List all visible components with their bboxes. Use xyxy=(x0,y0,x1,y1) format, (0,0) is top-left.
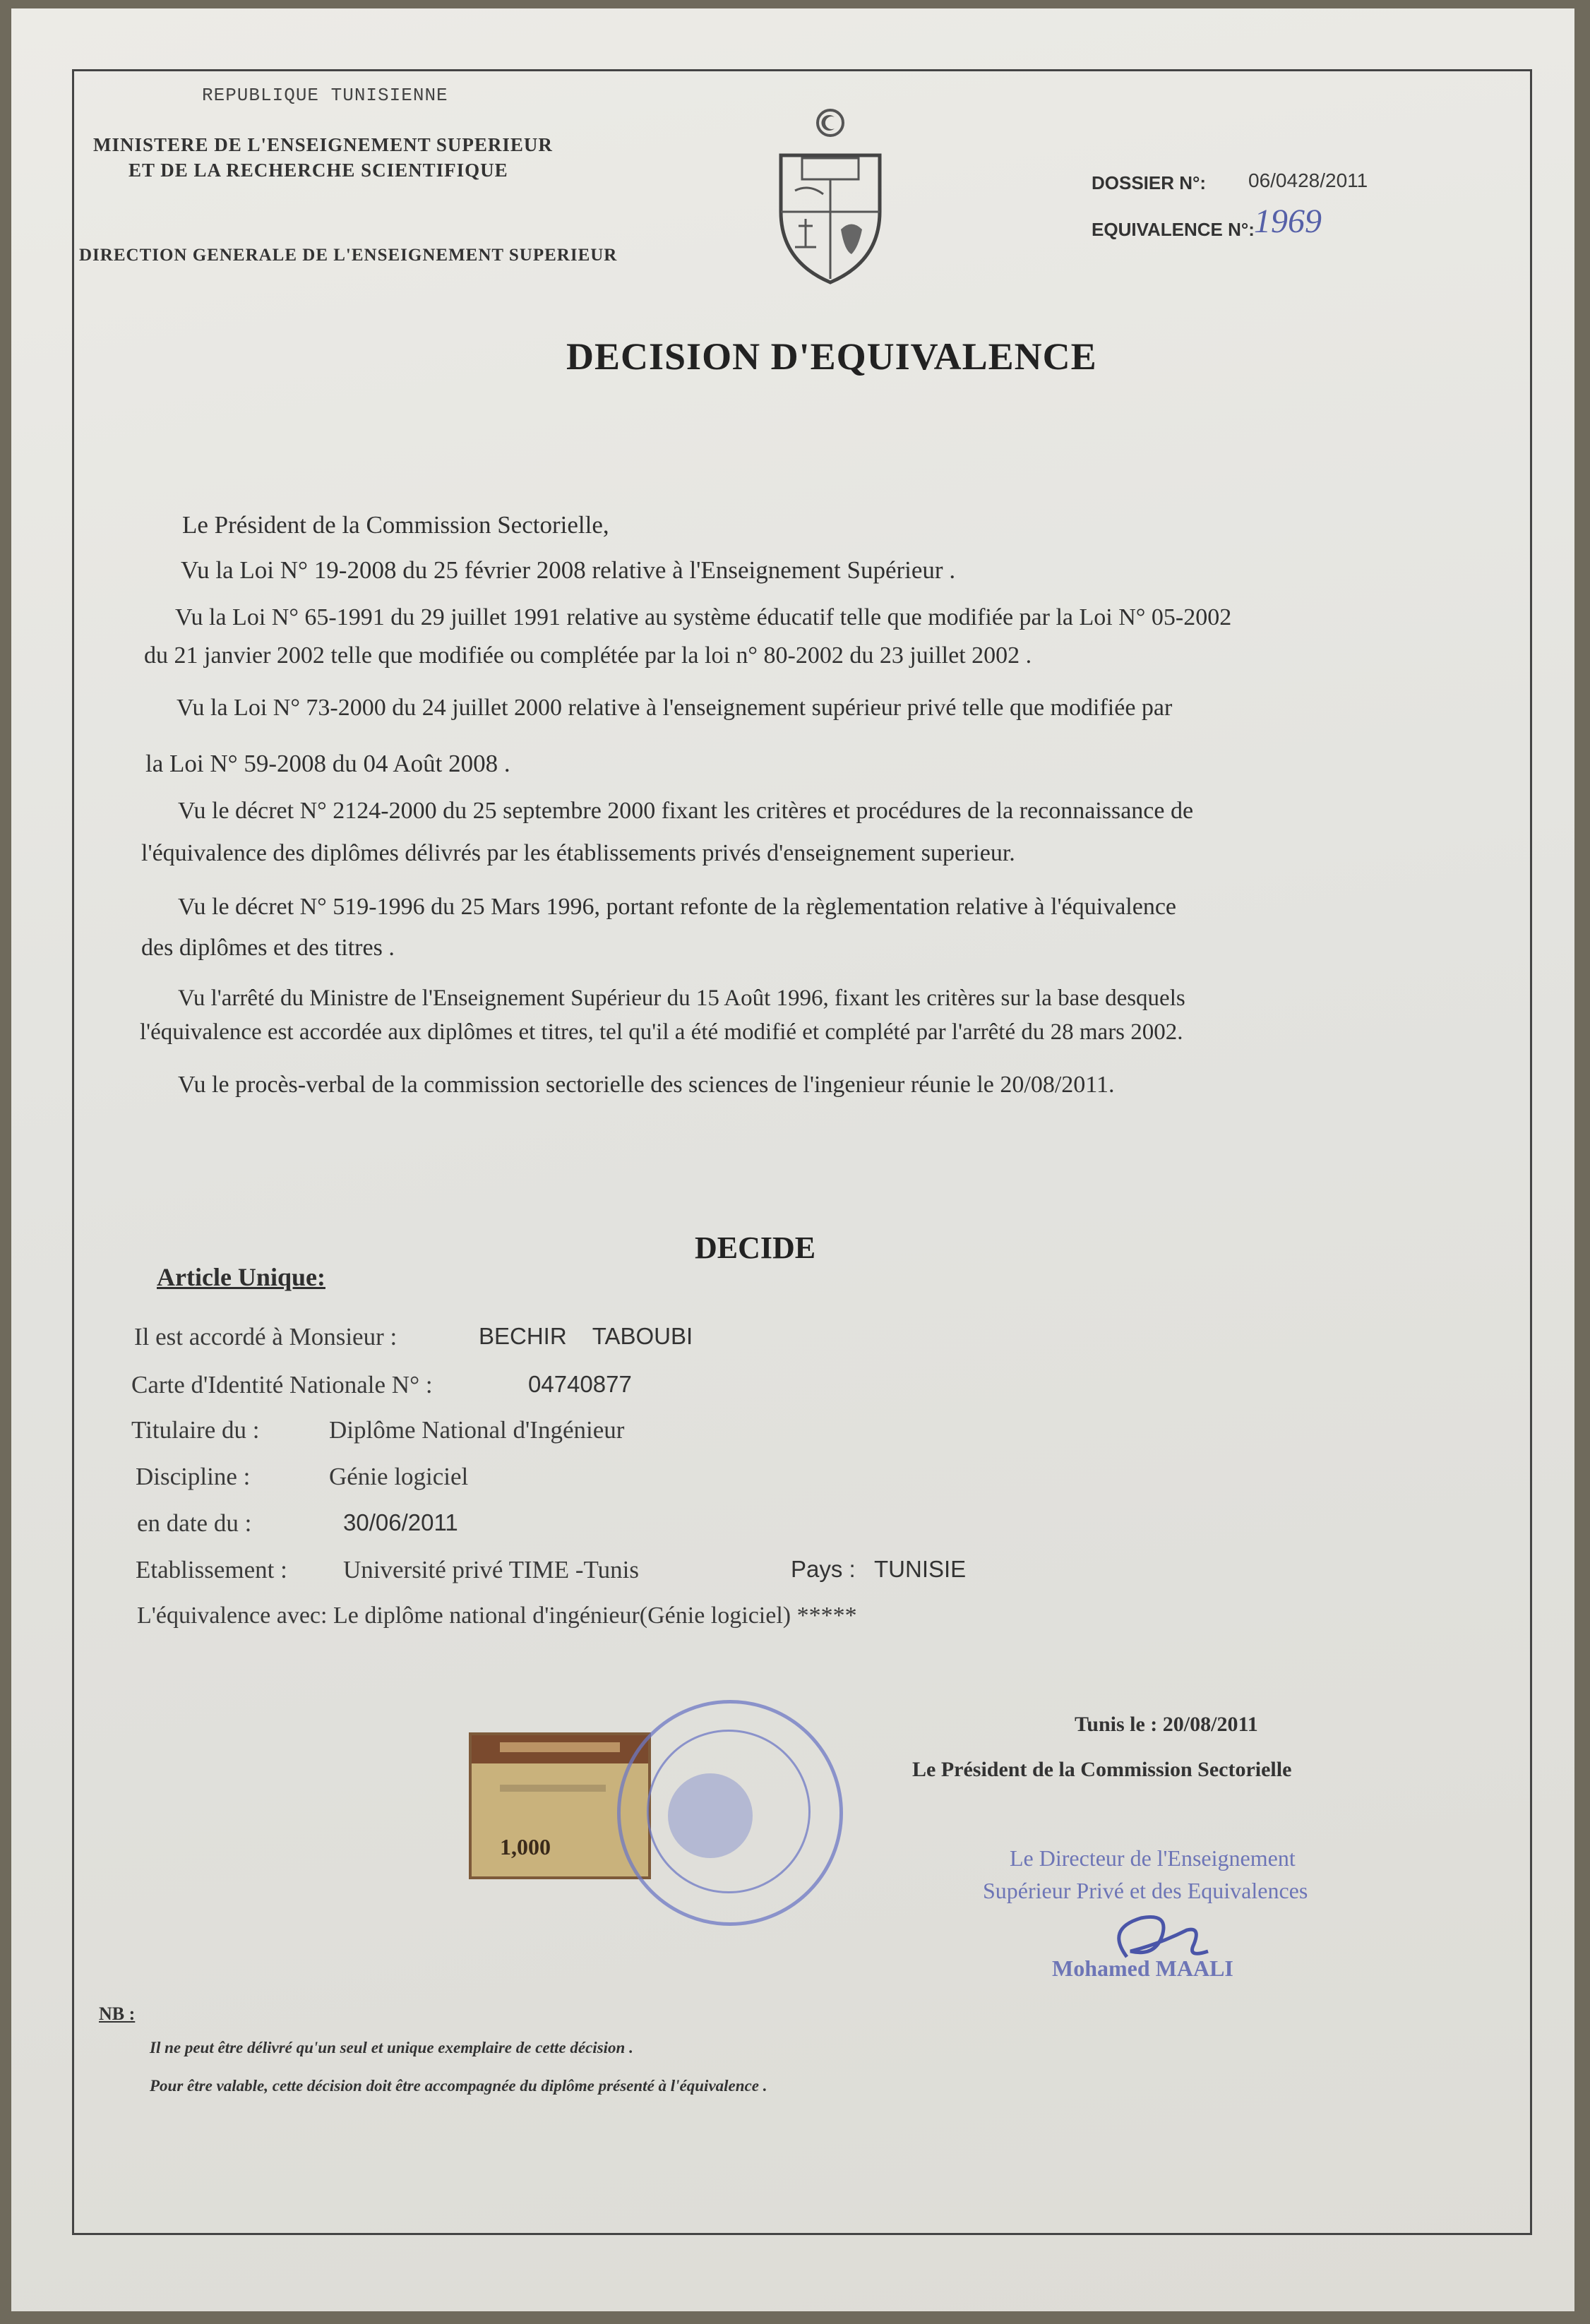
direction-heading: DIRECTION GENERALE DE L'ENSEIGNEMENT SUPERIEUR xyxy=(79,246,618,265)
president-title: Le Président de la Commission Sectorielle xyxy=(912,1758,1292,1781)
preamble-opening: Le Président de la Commission Sectorielle, xyxy=(182,511,609,539)
pays-value: TUNISIE xyxy=(874,1556,967,1582)
page-border xyxy=(72,69,1532,2235)
discipline-value: Génie logiciel xyxy=(329,1463,469,1490)
document-page xyxy=(11,8,1574,2311)
preamble-line: Vu le procès-verbal de la commission sectorielle des sciences de l'ingenieur réunie le 20/08/2011. xyxy=(178,1072,1115,1098)
signatory-name: Mohamed MAALI xyxy=(1052,1955,1233,1981)
coat-of-arms-emblem xyxy=(774,106,887,289)
discipline-label: Discipline : xyxy=(136,1463,251,1490)
cin-label: Carte d'Identité Nationale N° : xyxy=(131,1371,433,1398)
preamble-line: l'équivalence est accordée aux diplômes et titres, tel qu'il a été modifié et complété par l'arrêté du 28 mars 2002. xyxy=(140,1019,1183,1045)
decide-heading: DECIDE xyxy=(695,1230,816,1265)
titulaire-label: Titulaire du : xyxy=(131,1416,260,1444)
titulaire-diploma: Diplôme National d'Ingénieur xyxy=(329,1416,625,1444)
seal-emblem xyxy=(668,1773,753,1858)
date-label: en date du : xyxy=(137,1509,252,1537)
nb-line-1: Il ne peut être délivré qu'un seul et unique exemplaire de cette décision . xyxy=(150,2039,633,2056)
nb-label: NB : xyxy=(99,2003,136,2024)
director-stamp-line-2: Supérieur Privé et des Equivalences xyxy=(983,1878,1308,1903)
ministry-line-2: ET DE LA RECHERCHE SCIENTIFIQUE xyxy=(128,160,508,181)
equivalence-label: EQUIVALENCE N°: xyxy=(1092,219,1255,240)
fiscal-stamp-value: 1,000 xyxy=(500,1834,551,1859)
etablissement-value: Université privé TIME -Tunis xyxy=(343,1556,640,1583)
dossier-label: DOSSIER N°: xyxy=(1092,172,1207,193)
nb-line-2: Pour être valable, cette décision doit être accompagnée du diplôme présenté à l'équivalence . xyxy=(150,2077,767,2095)
equivalence-statement: L'équivalence avec: Le diplôme national d'ingénieur(Génie logiciel) ***** xyxy=(137,1603,857,1629)
beneficiary-label: Il est accordé à Monsieur : xyxy=(134,1323,398,1350)
document-title: DECISION D'EQUIVALENCE xyxy=(566,335,1097,378)
preamble-line: des diplômes et des titres . xyxy=(141,935,395,961)
preamble-line: du 21 janvier 2002 telle que modifiée ou complétée par la loi n° 80-2002 du 23 juillet 2002 . xyxy=(144,642,1032,669)
article-unique-heading: Article Unique: xyxy=(157,1263,325,1291)
preamble-line: Vu la Loi N° 65-1991 du 29 juillet 1991 relative au système éducatif telle que modifiée par la Loi N° 05-2002 xyxy=(175,604,1232,630)
preamble-line: l'équivalence des diplômes délivrés par les établissements privés d'enseignement superieur. xyxy=(141,840,1015,866)
preamble-line: Vu le décret N° 2124-2000 du 25 septembre 2000 fixant les critères et procédures de la reconnaissance de xyxy=(178,798,1194,824)
preamble-line: la Loi N° 59-2008 du 04 Août 2008 . xyxy=(145,750,510,777)
ministry-line-1: MINISTERE DE L'ENSEIGNEMENT SUPERIEUR xyxy=(93,134,553,155)
cin-number: 04740877 xyxy=(528,1371,632,1397)
etablissement-label: Etablissement : xyxy=(136,1556,287,1583)
handwritten-signature xyxy=(1099,1900,1240,1978)
place-date: Tunis le : 20/08/2011 xyxy=(1075,1713,1258,1736)
preamble-line: Vu la Loi N° 19-2008 du 25 février 2008 relative à l'Enseignement Supérieur . xyxy=(181,556,956,584)
pays-label: Pays : xyxy=(791,1556,856,1582)
equivalence-number-handwritten: 1969 xyxy=(1254,203,1322,240)
diploma-date: 30/06/2011 xyxy=(343,1509,458,1535)
republic-heading: REPUBLIQUE TUNISIENNE xyxy=(202,85,448,106)
preamble-line: Vu l'arrêté du Ministre de l'Enseignement Supérieur du 15 Août 1996, fixant les critères sur la base desquels xyxy=(178,986,1185,1011)
preamble-line: Vu le décret N° 519-1996 du 25 Mars 1996, portant refonte de la règlementation relative à l'équivalence xyxy=(178,894,1177,920)
preamble-line: Vu la Loi N° 73-2000 du 24 juillet 2000 relative à l'enseignement supérieur privé telle que modifiée par xyxy=(177,695,1173,721)
beneficiary-name: BECHIR TABOUBI xyxy=(479,1323,693,1349)
director-stamp-line-1: Le Directeur de l'Enseignement xyxy=(1010,1845,1296,1871)
dossier-number: 06/0428/2011 xyxy=(1248,169,1368,191)
